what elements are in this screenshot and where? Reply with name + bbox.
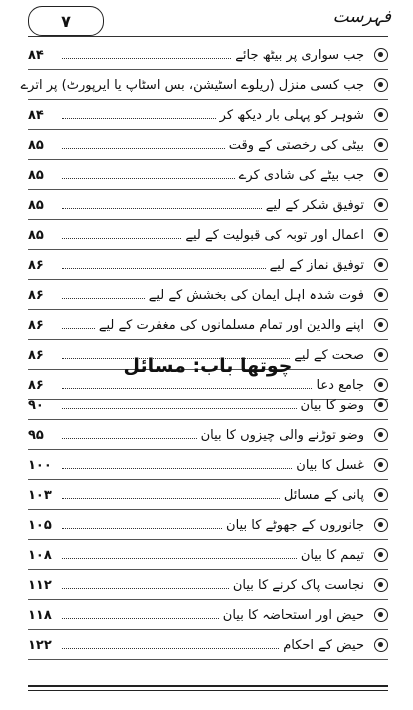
toc-row	[28, 250, 388, 280]
bullet-icon	[374, 168, 388, 182]
bullet-icon	[374, 398, 388, 412]
toc-entry-title: جب بیٹے کی شادی کرے	[238, 167, 364, 183]
toc-row	[28, 510, 388, 540]
toc-entry-page: ۸۴	[28, 47, 44, 63]
toc-entry-page: ۸۵	[28, 197, 44, 213]
footer-rule	[28, 685, 388, 687]
toc-entry-page: ۱۲۲	[28, 637, 52, 653]
toc-entry-title: حیض کے احکام	[283, 637, 364, 653]
toc-entry-title: جامع دعا	[316, 377, 364, 393]
toc-entry-page: ۱۰۵	[28, 517, 52, 533]
bullet-icon	[374, 108, 388, 122]
toc-entry-page: ۹۵	[28, 427, 44, 443]
toc-entry-title: توفیق نماز کے لیے	[269, 257, 364, 273]
toc-entry-title: جب سواری پر بیٹھ جائے	[235, 47, 364, 63]
bullet-icon	[374, 48, 388, 62]
toc-entry-title: فوت شدہ اہل ایمان کی بخشش کے لیے	[148, 287, 364, 303]
dotted-leader	[62, 268, 266, 269]
dotted-leader	[62, 298, 145, 299]
toc-row	[28, 40, 388, 70]
toc-entry-title: اعمال اور توبہ کی قبولیت کے لیے	[185, 227, 364, 243]
bullet-icon	[374, 198, 388, 212]
dotted-leader	[62, 118, 216, 119]
toc-entry-page: ۱۰۳	[28, 487, 52, 503]
bullet-icon	[374, 548, 388, 562]
dotted-leader	[62, 438, 197, 439]
bullet-icon	[374, 638, 388, 652]
bullet-icon	[374, 578, 388, 592]
page-number: ۷	[28, 6, 104, 36]
toc-row	[28, 570, 388, 600]
toc-entry-page	[0, 78, 13, 93]
bullet-icon	[374, 138, 388, 152]
bullet-icon	[374, 318, 388, 332]
toc-row	[28, 600, 388, 630]
toc-entry-title: پانی کے مسائل	[283, 487, 364, 503]
page-header	[0, 0, 413, 40]
toc-entry-title: صحت کے لیے	[294, 347, 364, 363]
bullet-icon	[374, 518, 388, 532]
bullet-icon	[374, 288, 388, 302]
bullet-icon	[374, 78, 388, 92]
toc-entry-title: وضو کا بیان	[300, 397, 364, 413]
dotted-leader	[62, 588, 229, 589]
toc-row	[28, 190, 388, 220]
toc-entry-title: بیٹی کی رخصتی کے وقت	[228, 137, 364, 153]
toc-row	[28, 420, 388, 450]
toc-entry-page: ۸۵	[28, 167, 44, 183]
toc-entry-page: ۸۶	[28, 317, 44, 333]
toc-row	[28, 630, 388, 660]
toc-entry-title: نجاست پاک کرنے کا بیان	[232, 577, 364, 593]
toc-entry-title: شوہر کو پہلی بار دیکھ کر	[219, 107, 364, 123]
toc-entry-page: ۸۴	[28, 107, 44, 123]
footer-rule-thin	[28, 690, 388, 691]
dotted-leader	[62, 468, 292, 469]
toc-entry-title: حیض اور استحاضہ کا بیان	[222, 607, 364, 623]
toc-entry-title: تیمم کا بیان	[300, 547, 364, 563]
toc-section-1	[20, 40, 388, 400]
toc-row	[28, 100, 388, 130]
toc-entry-page: ۸۶	[28, 257, 44, 273]
header-title: فہرست	[332, 7, 391, 27]
dotted-leader	[62, 408, 297, 409]
toc-row	[28, 450, 388, 480]
toc-row	[28, 280, 388, 310]
toc-entry-page: ۱۰۰	[28, 457, 52, 473]
toc-row	[28, 130, 388, 160]
toc-entry-title: غسل کا بیان	[296, 457, 364, 473]
bullet-icon	[374, 258, 388, 272]
dotted-leader	[62, 208, 262, 209]
row-divider	[28, 659, 388, 660]
dotted-leader	[62, 148, 225, 149]
dotted-leader	[62, 238, 181, 239]
toc-entry-title: جب کسی منزل (ریلوے اسٹیشن، بس اسٹاپ یا ایرپورٹ) پر اترے	[20, 77, 364, 93]
dotted-leader	[62, 388, 312, 389]
toc-row	[28, 480, 388, 510]
bullet-icon	[374, 428, 388, 442]
header-rule	[28, 36, 388, 37]
toc-entry-title: وضو توڑنے والی چیزوں کا بیان	[200, 427, 364, 443]
toc-row	[28, 310, 388, 340]
toc-entry-title: اپنے والدین اور تمام مسلمانوں کی مغفرت کے لیے	[98, 317, 364, 333]
dotted-leader	[62, 328, 95, 329]
toc-entry-page: ۱۱۲	[28, 577, 52, 593]
toc-entry-page: ۸۶	[28, 347, 44, 363]
toc-row	[28, 390, 388, 420]
dotted-leader	[62, 58, 231, 59]
bullet-icon	[374, 608, 388, 622]
toc-entry-page: ۱۱۸	[28, 607, 52, 623]
dotted-leader	[62, 528, 222, 529]
toc-entry-page: ۱۰۸	[28, 547, 52, 563]
dotted-leader	[62, 498, 280, 499]
toc-section-2	[28, 390, 388, 660]
bullet-icon	[374, 458, 388, 472]
toc-row	[20, 70, 388, 100]
bullet-icon	[374, 488, 388, 502]
dotted-leader	[62, 618, 219, 619]
dotted-leader	[62, 648, 279, 649]
toc-row	[28, 540, 388, 570]
toc-entry-page: ۸۵	[28, 227, 44, 243]
toc-row	[28, 220, 388, 250]
toc-entry-title: توفیق شکر کے لیے	[265, 197, 364, 213]
toc-entry-page: ۸۶	[28, 377, 44, 393]
bullet-icon	[374, 228, 388, 242]
chapter-heading: چوتھا باب: مسائل	[123, 355, 293, 377]
dotted-leader	[62, 178, 235, 179]
toc-entry-page: ۸۵	[28, 137, 44, 153]
dotted-leader	[62, 558, 297, 559]
toc-entry-title: جانوروں کے جھوٹے کا بیان	[226, 517, 364, 533]
toc-entry-page: ۸۶	[28, 287, 44, 303]
toc-entry-page: ۹۰	[28, 397, 44, 413]
toc-row	[28, 160, 388, 190]
